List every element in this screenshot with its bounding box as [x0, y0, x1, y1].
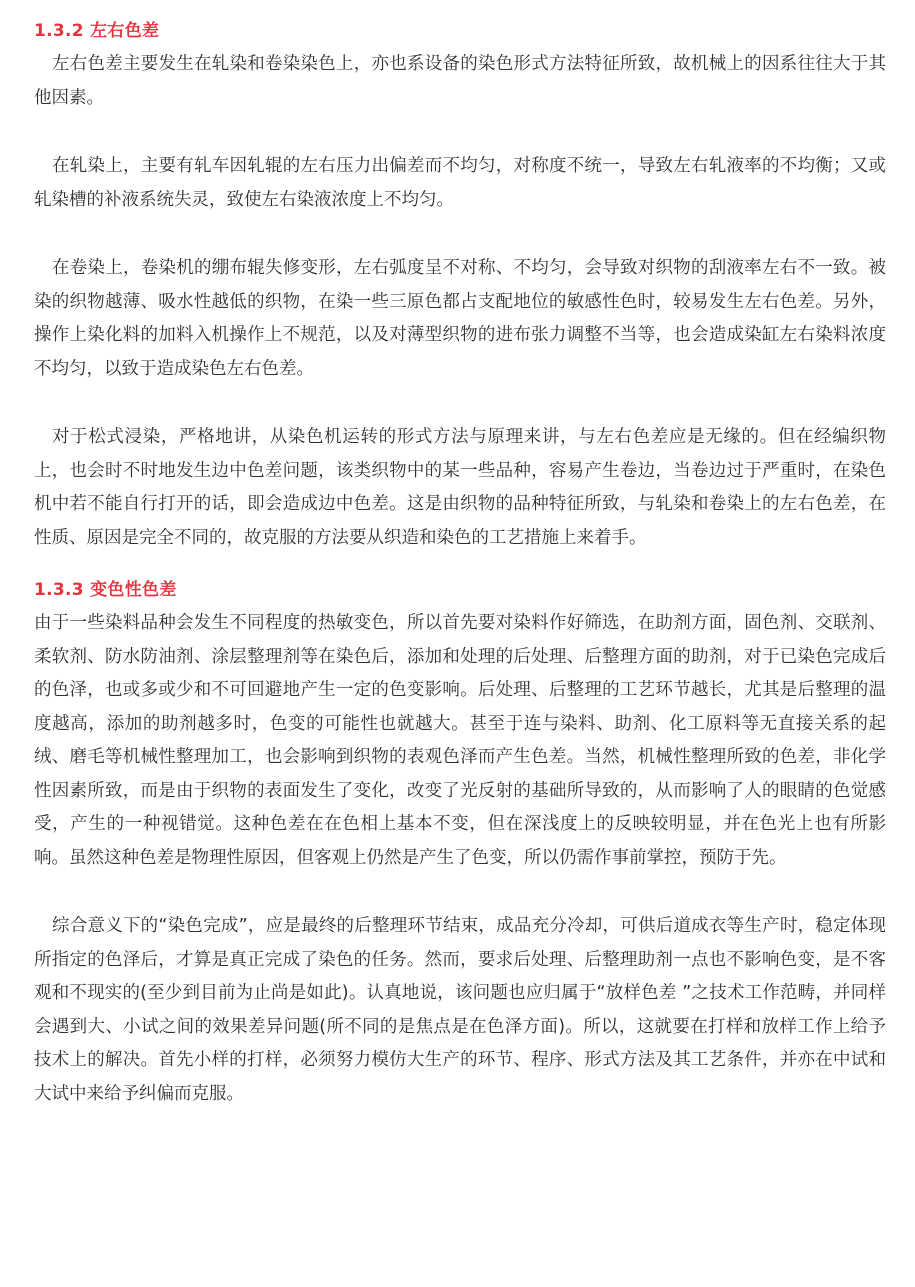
section-gap — [34, 555, 886, 573]
paragraph: 在卷染上，卷染机的绷布辊失修变形，左右弧度呈不对称、不均匀，会导致对织物的刮液率左右不一致。被染的织物越薄、吸水性越低的织物，在染一些三原色都占支配地位的敏感性色时，较易发生左右色差。另外，操作上染化料的加料入机操作上不规范，以及对薄型织物的进布张力调整不当等，也会造成染缸左右染料浓度不均匀，以致于造成染色左右色差。 — [34, 258, 886, 379]
article-body — [34, 14, 886, 1111]
paragraph: 左右色差主要发生在轧染和卷染染色上，亦也系设备的染色形式方法特征所致，故机械上的因系往往大于其他因素。 — [34, 54, 886, 108]
paragraph-gap — [34, 217, 886, 252]
paragraph-gap — [34, 875, 886, 910]
section-title-discoloration-color-difference: 1.3.3 变色性色差 — [34, 580, 177, 600]
paragraph: 由于一些染料品种会发生不同程度的热敏变色，所以首先要对染料作好筛选，在助剂方面，固色剂、交联剂、柔软剂、防水防油剂、涂层整理剂等在染色后，添加和处理的后处理、后整理方面的助剂，对于已染色完成后的色泽，也或多或少和不可回避地产生一定的色变影响。后处理、后整理的工艺环节越长，尤其是后整理的温度越高，添加的助剂越多时，色变的可能性也就越大。甚至于连与染料、助剂、化工原料等无直接关系的起绒、磨毛等机械性整理加工，也会影响到织物的表观色泽而产生色差。当然，机械性整理所致的色差，非化学性因素所致，而是由于织物的表面发生了变化，改变了光反射的基础所导致的，从而影响了人的眼睛的色觉感受，产生的一种视错觉。这种色差在在色相上基本不变，但在深浅度上的反映较明显，并在色光上也有所影响。虽然这种色差是物理性原因，但客观上仍然是产生了色变，所以仍需作事前掌控，预防于先。 — [34, 613, 886, 868]
paragraph-gap — [34, 386, 886, 421]
paragraph-gap — [34, 115, 886, 150]
section-title-left-right-color-difference: 1.3.2 左右色差 — [34, 21, 160, 41]
paragraph: 综合意义下的“染色完成”，应是最终的后整理环节结束，成品充分冷却，可供后道成衣等生产时，稳定体现所指定的色泽后，才算是真正完成了染色的任务。然而，要求后处理、后整理助剂一点也不影响色变，是不客观和不现实的(至少到目前为止尚是如此)。认真地说，该问题也应归属于“放样色差 ”之技术工作范畴，并同样会遇到大、小试之间的效果差异问题(所不同的是焦点是在色泽方面)。所以，这就要在打样和放样工作上给予技术上的解决。首先小样的打样，必须努力模仿大生产的环节、程序、形式方法及其工艺条件，并亦在中试和大试中来给予纠偏而克服。 — [34, 916, 886, 1104]
paragraph: 对于松式浸染，严格地讲，从染色机运转的形式方法与原理来讲，与左右色差应是无缘的。但在经编织物上，也会时不时地发生边中色差问题，该类织物中的某一些品种，容易产生卷边，当卷边过于严重时，在染色机中若不能自行打开的话，即会造成边中色差。这是由织物的品种特征所致，与轧染和卷染上的左右色差，在性质、原因是完全不同的，故克服的方法要从织造和染色的工艺措施上来着手。 — [34, 427, 886, 548]
paragraph: 在轧染上，主要有轧车因轧辊的左右压力出偏差而不均匀，对称度不统一，导致左右轧液率的不均衡；又或轧染槽的补液系统失灵，致使左右染液浓度上不均匀。 — [34, 156, 886, 210]
